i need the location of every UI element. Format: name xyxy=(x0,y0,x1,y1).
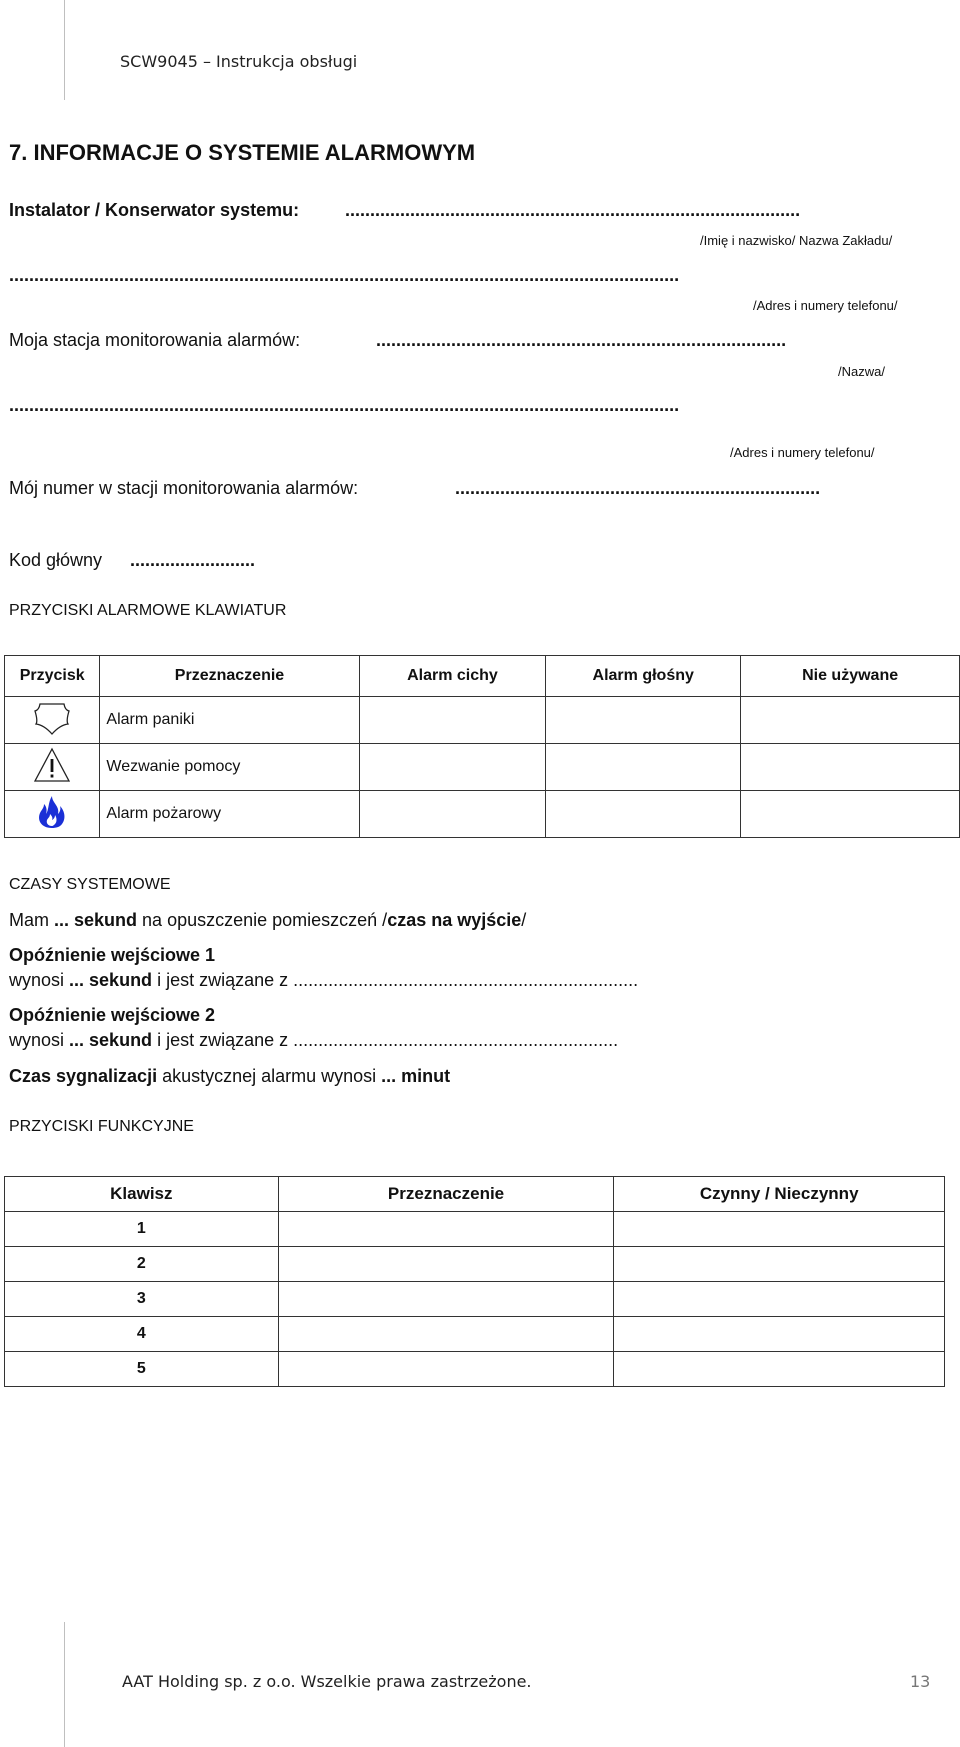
entry-text: wynosi xyxy=(9,970,70,990)
entry-delay-1-line xyxy=(9,970,638,991)
table-row xyxy=(5,1317,945,1352)
exit-text: na opuszczenie pomieszczeń / xyxy=(137,910,388,930)
active-cell[interactable] xyxy=(614,1282,945,1317)
warning-triangle-icon xyxy=(32,746,72,784)
column-header: Przeznaczenie xyxy=(278,1177,614,1212)
station-hint: /Nazwa/ xyxy=(838,364,885,379)
footer-rule xyxy=(64,1622,65,1747)
siren-minutes[interactable]: ... minut xyxy=(381,1066,451,1086)
document-title: SCW9045 – Instrukcja obsługi xyxy=(120,52,358,71)
function-keys-heading: PRZYCISKI FUNKCYJNE xyxy=(9,1118,194,1135)
exit-seconds[interactable]: ... sekund xyxy=(54,910,138,930)
main-code-label: Kod główny xyxy=(9,550,103,570)
key-cell: 4 xyxy=(5,1317,279,1352)
purpose-cell: Alarm paniki xyxy=(100,697,359,744)
key-cell: 2 xyxy=(5,1247,279,1282)
purpose-cell[interactable] xyxy=(278,1247,614,1282)
exit-text: Mam xyxy=(9,910,49,930)
section-title: 7. INFORMACJE O SYSTEMIE ALARMOWYM xyxy=(9,140,476,165)
shield-icon xyxy=(32,699,72,737)
entry-2-seconds[interactable]: ... sekund xyxy=(69,1030,153,1050)
column-header: Przeznaczenie xyxy=(100,656,359,697)
siren-term: Czas sygnalizacji xyxy=(9,1066,158,1086)
station-label: Moja stacja monitorowania alarmów: xyxy=(9,330,301,350)
exit-text: / xyxy=(521,910,527,930)
button-cell xyxy=(5,791,100,838)
active-cell[interactable] xyxy=(614,1352,945,1387)
unused-cell[interactable] xyxy=(741,744,960,791)
table-row xyxy=(5,1212,945,1247)
station-address-hint: /Adres i numery telefonu/ xyxy=(730,445,875,460)
header-rule xyxy=(64,0,65,100)
installer-label: Instalator / Konserwator systemu: xyxy=(9,200,300,220)
table-row xyxy=(5,1282,945,1317)
active-cell[interactable] xyxy=(614,1317,945,1352)
unused-cell[interactable] xyxy=(741,697,960,744)
station-address-dots[interactable]: ...................................................................................................................................... xyxy=(9,395,680,415)
my-number-label: Mój numer w stacji monitorowania alarmów: xyxy=(9,478,359,498)
fire-icon xyxy=(32,793,72,831)
alarm-buttons-table xyxy=(4,655,960,838)
alarm-buttons-heading: PRZYCISKI ALARMOWE KLAWIATUR xyxy=(9,602,287,619)
key-cell: 1 xyxy=(5,1212,279,1247)
purpose-cell[interactable] xyxy=(278,1352,614,1387)
button-cell xyxy=(5,744,100,791)
entry-delay-2-title: Opóźnienie wejściowe 2 xyxy=(9,1005,216,1025)
loud-alarm-cell[interactable] xyxy=(546,697,741,744)
entry-text: i jest związane z ................................................................. xyxy=(152,1030,619,1050)
entry-delay-2-line xyxy=(9,1030,618,1051)
table-row xyxy=(5,1352,945,1387)
siren-time-line xyxy=(9,1066,450,1087)
installer-hint: /Imię i nazwisko/ Nazwa Zakładu/ xyxy=(700,233,893,248)
column-header: Alarm cichy xyxy=(359,656,546,697)
table-row xyxy=(5,744,960,791)
key-cell: 3 xyxy=(5,1282,279,1317)
column-header: Przycisk xyxy=(5,656,100,697)
installer-address-hint: /Adres i numery telefonu/ xyxy=(753,298,898,313)
key-cell: 5 xyxy=(5,1352,279,1387)
silent-alarm-cell[interactable] xyxy=(359,744,546,791)
column-header: Nie używane xyxy=(741,656,960,697)
my-number-dots[interactable]: ......................................................................... xyxy=(455,478,821,498)
entry-text: i jest związane z ..................................................................... xyxy=(152,970,639,990)
column-header: Klawisz xyxy=(5,1177,279,1212)
silent-alarm-cell[interactable] xyxy=(359,791,546,838)
active-cell[interactable] xyxy=(614,1247,945,1282)
button-cell xyxy=(5,697,100,744)
table-row xyxy=(5,1247,945,1282)
page-number: 13 xyxy=(910,1672,931,1691)
station-dots[interactable]: .................................................................................. xyxy=(376,330,787,350)
exit-time-line xyxy=(9,910,526,931)
table-row xyxy=(5,791,960,838)
purpose-cell: Alarm pożarowy xyxy=(100,791,359,838)
exit-time-term: czas na wyjście xyxy=(387,910,522,930)
entry-delay-1-title: Opóźnienie wejściowe 1 xyxy=(9,945,216,965)
purpose-cell[interactable] xyxy=(278,1282,614,1317)
main-code-dots[interactable]: ......................... xyxy=(130,550,256,570)
system-times-heading: CZASY SYSTEMOWE xyxy=(9,876,171,893)
footer-company: AAT Holding sp. z o.o. Wszelkie prawa zastrzeżone. xyxy=(122,1672,532,1691)
table-row xyxy=(5,697,960,744)
installer-address-dots[interactable]: ...................................................................................................................................... xyxy=(9,265,680,285)
purpose-cell[interactable] xyxy=(278,1317,614,1352)
purpose-cell[interactable] xyxy=(278,1212,614,1247)
purpose-cell: Wezwanie pomocy xyxy=(100,744,359,791)
active-cell[interactable] xyxy=(614,1212,945,1247)
unused-cell[interactable] xyxy=(741,791,960,838)
function-keys-table xyxy=(4,1176,945,1387)
installer-dots[interactable]: ........................................................................................... xyxy=(345,200,801,220)
column-header: Czynny / Nieczynny xyxy=(614,1177,945,1212)
siren-text: akustycznej alarmu wynosi xyxy=(157,1066,382,1086)
entry-text: wynosi xyxy=(9,1030,70,1050)
loud-alarm-cell[interactable] xyxy=(546,744,741,791)
silent-alarm-cell[interactable] xyxy=(359,697,546,744)
entry-1-seconds[interactable]: ... sekund xyxy=(69,970,153,990)
column-header: Alarm głośny xyxy=(546,656,741,697)
loud-alarm-cell[interactable] xyxy=(546,791,741,838)
